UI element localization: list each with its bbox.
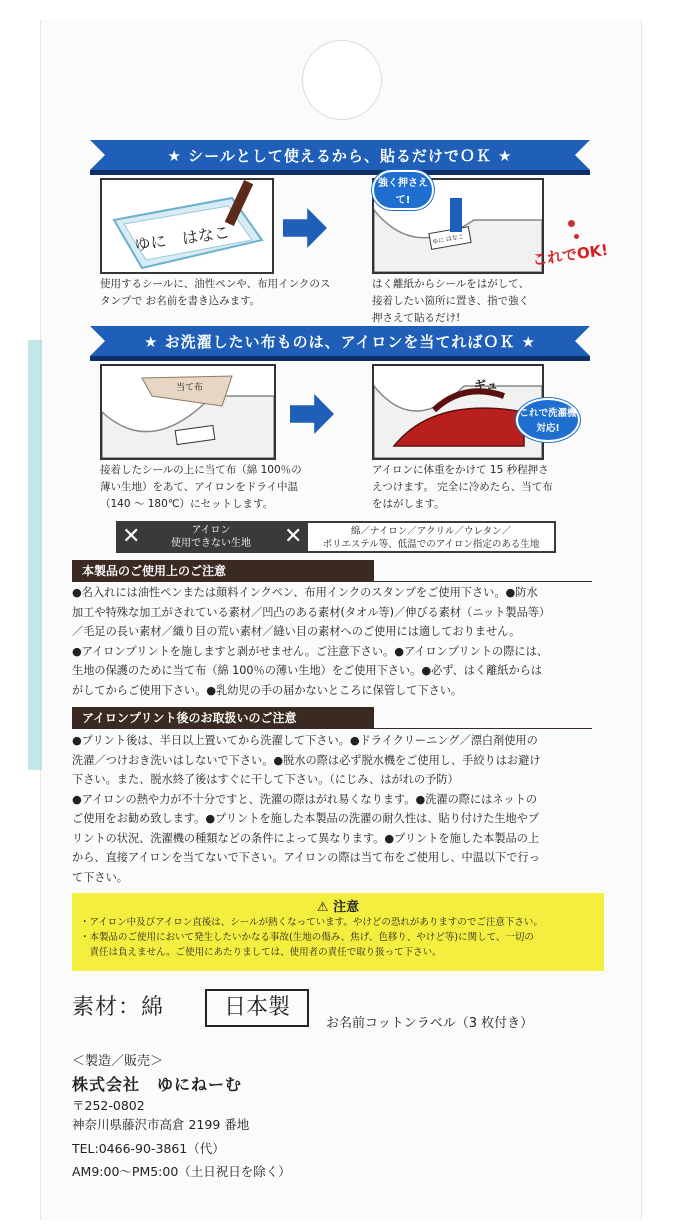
caption-step3: 接着したシールの上に当て布（綿 100％の 薄い生地）をあて、アイロンをドライ中温 （140 ～ 180℃）にセットします。 — [100, 464, 302, 510]
caption-step4: アイロンに体重をかけて 15 秒程押さ えつけます。 完全に冷めたら、当て布 をはがします。 — [372, 464, 553, 510]
caution-line: 責任は負えません。ご使用にあたりましては、使用者の責任で取り扱って下さい。 — [80, 947, 442, 958]
ng-right-line1: 綿／ナイロン／アクリル／ウレタン／ — [350, 526, 512, 537]
divider — [72, 581, 592, 582]
squeeze-text: ギュ — [474, 378, 499, 392]
ng-left-line2: 使用できない生地 — [171, 538, 251, 549]
section-usage-title: 本製品のご使用上のご注意 — [72, 560, 374, 582]
section-aftercare-text: ●プリント後は、半日以上置いてから洗濯して下さい。●ドライクリーニング／漂白剤使用の 洗濯／つけおき洗いはしないで下さい。●脱水の際は必ず脱水機をご使用し、手絞りはお避け 下さい。また、脱水終了後はすぐに干して下さい。（にじみ、はがれの予防） ●アイロンの熱や力が不十分ですと、洗濯の際はがれ易くなります。●洗濯の際にはネットの ご使用をお勧め致します。●プリントを施した本製品の洗濯の耐久性は、貼り付けた生地やプ リントの状況、洗濯機の種類などの条件によって異なります。●プリントを施した本製品の上 から、直接アイロンを当てないで下さい。アイロンの際は当て布をご使用し、中温以下で行っ て下さい。 — [72, 734, 541, 884]
caption-step1: 使用するシールに、油性ペンや、布用インクのス タンプで お名前を書き込みます。 — [100, 278, 331, 307]
caution-line: ・本製品のご使用において発生したいかなる事故(生地の傷み、焦げ、色移り、やけど等)に関して、一切の — [80, 932, 534, 943]
cloth-label-text: 当て布 — [176, 383, 204, 393]
divider — [72, 728, 592, 729]
made-in-japan-box: 日本製 — [205, 989, 309, 1027]
teal-edge-strip — [28, 340, 42, 770]
banner-sticker-ok: ★ シールとして使えるから、貼るだけでＯＫ ★ — [90, 140, 590, 170]
telephone: TEL:0466-90-3861（代） — [72, 1141, 225, 1156]
ng-left-box — [116, 521, 306, 553]
caption-step2: はく離紙からシールをはがして、 接着したい箇所に置き、指で強く 押さえて貼るだけ! — [372, 278, 530, 324]
business-hours: AM9:00～PM5:00（土日祝日を除く） — [72, 1164, 291, 1179]
cross-icon: ✕ — [284, 524, 303, 549]
product-name: お名前コットンラベル（3 枚付き） — [326, 1016, 534, 1031]
caution-title: ⚠ 注意 — [316, 900, 360, 915]
panel-write-name — [100, 178, 274, 274]
unsuitable-fabric-bar — [116, 521, 556, 553]
postal-code: 〒252-0802 — [72, 1098, 145, 1113]
caution-box — [72, 893, 604, 971]
ok-badge: これでOK! — [531, 240, 610, 270]
decoration-dot — [568, 220, 575, 227]
ng-right-box — [306, 521, 556, 553]
ng-left-line1: アイロン — [191, 525, 231, 536]
ng-right-line2: ポリエステル等、低温でのアイロン指定のある生地 — [322, 539, 540, 550]
decoration-dot — [574, 234, 579, 239]
maker-role: ＜製造／販売＞ — [72, 1054, 164, 1069]
label-name-text: ゆに はなこ — [133, 222, 232, 255]
address: 神奈川県藤沢市高倉 2199 番地 — [72, 1117, 250, 1132]
cross-icon: ✕ — [122, 524, 141, 549]
material-text: 素材：綿 — [72, 995, 165, 1020]
small-label-text: ゆに はなこ — [431, 233, 465, 246]
panel-cloth-over — [100, 364, 276, 460]
hang-hole — [302, 40, 382, 120]
section-aftercare-title: アイロンプリント後のお取扱いのご注意 — [72, 707, 374, 729]
press-badge: 強く押さえて! — [372, 170, 434, 210]
caution-line: ・アイロン中及びアイロン直後は、シールが熱くなっています。やけどの恐れがありますのでご注意下さい。 — [80, 917, 543, 928]
section-usage-text: ●名入れには油性ペンまたは顔料インクペン、布用インクのスタンプをご使用下さい。●防水 加工や特殊な加工がされている素材／凹凸のある素材(タオル等)／伸びる素材（ニット製品等） ／毛足の長い素材／織り目の荒い素材／縫い目の素材へのご使用には適しておりません。 ●アイロンプリントを施しますと剥がせません。ご注意下さい。●アイロンプリントの際には、 生地の保護のために当て布（綿 100％の薄い生地）をご使用下さい。●必ず、はく離紙からは がしてからご使用下さい。●乳幼児の手の届かないところに保管して下さい。 — [72, 586, 551, 697]
company-name: 株式会社 ゆにねーむ — [72, 1075, 243, 1094]
iron-badge: これで洗濯機対応! — [516, 398, 580, 442]
banner-iron-ok: ★ お洗濯したい布ものは、アイロンを当てればＯＫ ★ — [90, 326, 590, 356]
